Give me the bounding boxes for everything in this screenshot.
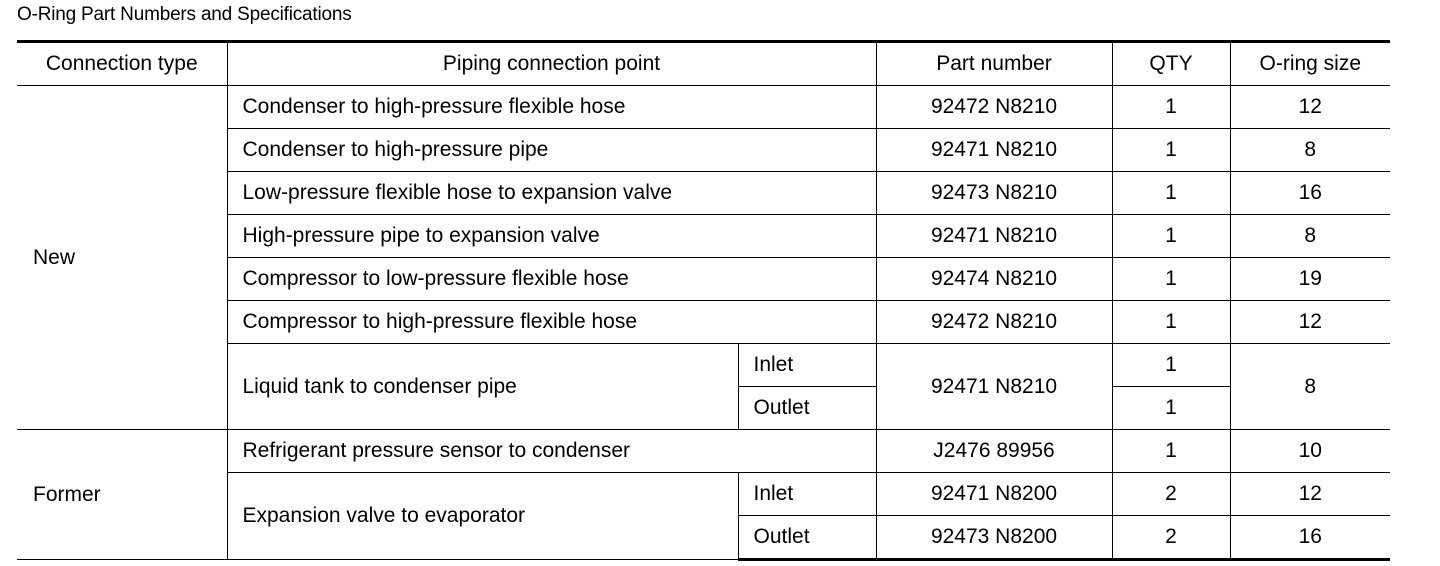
oring-spec-table: [17, 40, 1390, 561]
piping-point-cell: High-pressure pipe to expansion valve: [227, 215, 876, 258]
piping-point-cell: Condenser to high-pressure flexible hose: [227, 86, 876, 129]
piping-point-cell: Refrigerant pressure sensor to condenser: [227, 430, 876, 473]
inlet-label: Inlet: [738, 473, 876, 516]
part-number-cell: 92473 N8200: [876, 516, 1112, 560]
piping-point-cell: Compressor to high-pressure flexible hose: [227, 301, 876, 344]
qty-cell: 1: [1112, 215, 1230, 258]
part-number-cell: J2476 89956: [876, 430, 1112, 473]
oring-size-cell: 8: [1230, 129, 1390, 172]
oring-size-cell: 19: [1230, 258, 1390, 301]
outlet-label: Outlet: [738, 387, 876, 430]
header-part-number: Part number: [876, 42, 1112, 86]
qty-cell: 2: [1112, 516, 1230, 560]
header-connection-type: Connection type: [17, 42, 227, 86]
piping-point-cell: Liquid tank to condenser pipe: [227, 344, 738, 430]
qty-cell: 1: [1112, 129, 1230, 172]
table-row: [17, 86, 1390, 129]
piping-point-cell: Condenser to high-pressure pipe: [227, 129, 876, 172]
part-number-cell: 92472 N8210: [876, 301, 1112, 344]
qty-cell: 1: [1112, 86, 1230, 129]
part-number-cell: 92471 N8210: [876, 129, 1112, 172]
piping-point-cell: Expansion valve to evaporator: [227, 473, 738, 560]
table-row: [17, 430, 1390, 473]
qty-cell: 1: [1112, 387, 1230, 430]
header-qty: QTY: [1112, 42, 1230, 86]
qty-cell: 1: [1112, 258, 1230, 301]
inlet-label: Inlet: [738, 344, 876, 387]
document-title: O-Ring Part Numbers and Specifications: [17, 4, 352, 25]
piping-point-cell: Compressor to low-pressure flexible hose: [227, 258, 876, 301]
connection-type-new: New: [17, 86, 227, 430]
table-header-row: [17, 42, 1390, 86]
header-piping-connection-point: Piping connection point: [227, 42, 876, 86]
oring-size-cell: 10: [1230, 430, 1390, 473]
header-oring-size: O-ring size: [1230, 42, 1390, 86]
part-number-cell: 92471 N8210: [876, 344, 1112, 430]
qty-cell: 1: [1112, 301, 1230, 344]
oring-size-cell: 12: [1230, 473, 1390, 516]
piping-point-cell: Low-pressure flexible hose to expansion valve: [227, 172, 876, 215]
qty-cell: 2: [1112, 473, 1230, 516]
part-number-cell: 92471 N8210: [876, 215, 1112, 258]
oring-size-cell: 12: [1230, 86, 1390, 129]
part-number-cell: 92472 N8210: [876, 86, 1112, 129]
part-number-cell: 92474 N8210: [876, 258, 1112, 301]
oring-size-cell: 8: [1230, 344, 1390, 430]
oring-size-cell: 16: [1230, 172, 1390, 215]
qty-cell: 1: [1112, 172, 1230, 215]
oring-size-cell: 8: [1230, 215, 1390, 258]
oring-size-cell: 12: [1230, 301, 1390, 344]
connection-type-former: Former: [17, 430, 227, 560]
oring-size-cell: 16: [1230, 516, 1390, 560]
outlet-label: Outlet: [738, 516, 876, 560]
part-number-cell: 92473 N8210: [876, 172, 1112, 215]
qty-cell: 1: [1112, 344, 1230, 387]
qty-cell: 1: [1112, 430, 1230, 473]
part-number-cell: 92471 N8200: [876, 473, 1112, 516]
